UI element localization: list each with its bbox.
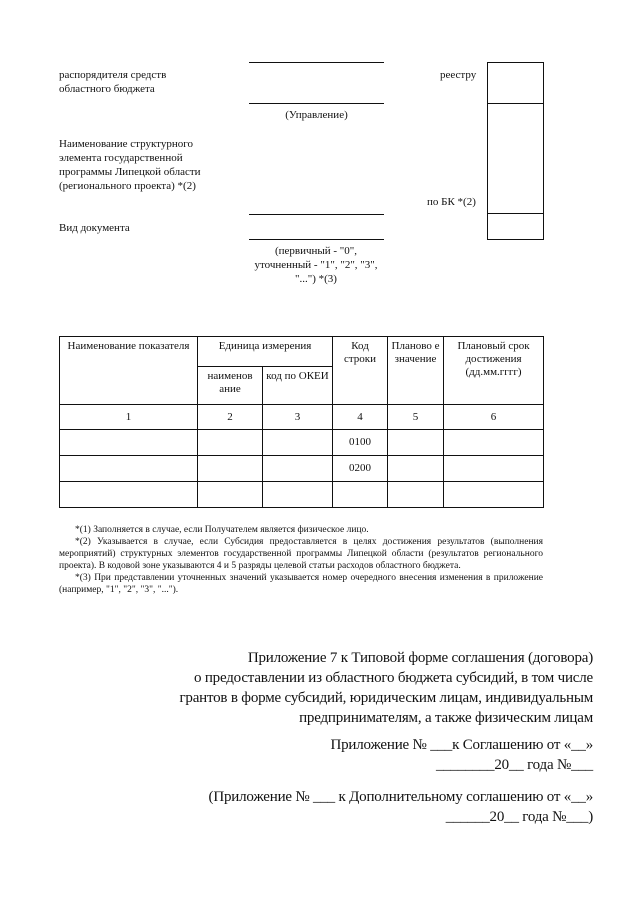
cell-indicator-name xyxy=(60,456,198,482)
table-row xyxy=(60,456,544,482)
label-fund-manager: распорядителя средств областного бюджета xyxy=(59,69,167,95)
code-box-doc-type xyxy=(487,213,544,240)
appendix-title xyxy=(179,648,593,728)
caption-doc-type: (первичный - "0", уточненный - "1", "2", "3", "...") *(3) xyxy=(254,245,378,285)
label-program-element: Наименование структурного элемента государственной программы Липецкой области (регионального проекта) *(2) xyxy=(59,138,201,192)
additional-agreement-line: ______20__ года №___) xyxy=(445,809,593,825)
header-row-code: Код строки xyxy=(333,337,388,405)
appendix-title-line: Приложение 7 к Типовой форме соглашения (договора) xyxy=(247,650,593,666)
appendix-title-line: грантов в форме субсидий, юридическим лицам, индивидуальным xyxy=(179,690,593,706)
header-unit: Единица измерения xyxy=(198,337,333,367)
code-box-registry xyxy=(487,62,544,104)
cell-unit-name xyxy=(198,430,263,456)
underline-department xyxy=(249,103,384,104)
cell-row-code xyxy=(333,482,388,508)
column-number: 5 xyxy=(388,405,444,430)
label-registry: реестру xyxy=(440,69,477,81)
cell-row-code: 0200 xyxy=(333,456,388,482)
additional-agreement-reference xyxy=(209,787,593,827)
header-planned-value: Планово е значение xyxy=(388,337,444,405)
header-unit-name: наименов ание xyxy=(198,367,263,405)
cell-planned-value xyxy=(388,482,444,508)
cell-planned-value xyxy=(388,456,444,482)
agreement-reference-line: ________20__ года №___ xyxy=(435,757,593,773)
column-number: 3 xyxy=(263,405,333,430)
cell-deadline xyxy=(444,430,544,456)
appendix-title-line: предпринимателям, а также физическим лицам xyxy=(299,710,593,726)
appendix-title-line: о предоставлении из областного бюджета субсидий, в том числе xyxy=(194,670,593,686)
footnote-1: *(1) Заполняется в случае, если Получателем является физическое лицо. xyxy=(75,525,369,535)
cell-row-code: 0100 xyxy=(333,430,388,456)
cell-unit-name xyxy=(198,456,263,482)
caption-department: (Управление) xyxy=(285,109,348,121)
footnote-2: *(2) Указывается в случае, если Субсидия предоставляется в целях достижения результатов (выполнения мероприятий) структурных элементов государственной программы Липецкой области (результатов регионального проекта). В кодовой зоне указываются 4 и 5 разряды целевой статьи расходов областного бюджета. xyxy=(59,537,543,571)
header-deadline: Плановый срок достижения (дд.мм.гггг) xyxy=(444,337,544,405)
indicators-table xyxy=(59,336,544,508)
underline-program-element xyxy=(249,214,384,215)
cell-planned-value xyxy=(388,430,444,456)
cell-indicator-name xyxy=(60,482,198,508)
cell-deadline xyxy=(444,456,544,482)
code-box-bk xyxy=(487,103,544,214)
column-number: 1 xyxy=(60,405,198,430)
label-doc-type: Вид документа xyxy=(59,222,130,234)
column-number: 4 xyxy=(333,405,388,430)
additional-agreement-line: (Приложение № ___ к Дополнительному соглашению от «__» xyxy=(208,789,593,805)
footnote-3: *(3) При представлении уточненных значений указывается номер очередного внесения изменения в приложение (например, "1", "2", "3", "..."). xyxy=(59,573,543,595)
column-number: 6 xyxy=(444,405,544,430)
column-number: 2 xyxy=(198,405,263,430)
header-indicator-name: Наименование показателя xyxy=(60,337,198,405)
header-unit-okei: код по ОКЕИ xyxy=(263,367,333,405)
column-number-row xyxy=(60,405,544,430)
table-row xyxy=(60,482,544,508)
underline-fund-manager xyxy=(249,62,384,63)
agreement-reference-line: Приложение № ___к Соглашению от «__» xyxy=(330,737,593,753)
cell-unit-okei xyxy=(263,430,333,456)
agreement-reference xyxy=(330,735,593,775)
cell-unit-okei xyxy=(263,456,333,482)
cell-indicator-name xyxy=(60,430,198,456)
underline-doc-type xyxy=(249,239,384,240)
label-bk: по БК *(2) xyxy=(427,196,476,208)
cell-unit-okei xyxy=(263,482,333,508)
cell-unit-name xyxy=(198,482,263,508)
footnotes xyxy=(59,524,543,596)
cell-deadline xyxy=(444,482,544,508)
table-row xyxy=(60,430,544,456)
